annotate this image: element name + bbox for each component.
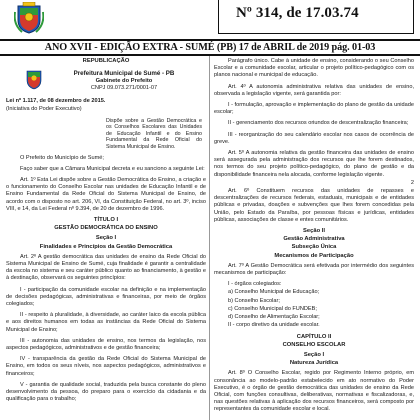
top-rule: [0, 39, 420, 41]
mechanism-a: a) Conselho Municipal de Educação;: [228, 289, 320, 296]
article-4-item-3: III - reorganização do seu calendário escolar nos casos de ocorrência de greve.: [214, 131, 414, 145]
edition-line: ANO XVII - EDIÇÃO EXTRA - SUMÉ (PB) 17 de ABRIL de 2019 pág. 01-03: [44, 42, 376, 53]
section-2-label: Seção II: [303, 228, 325, 235]
issue-number: Nº 314, de 17.03.74: [236, 5, 359, 21]
article-4-item-1: I - formulação, aprovação e implementação do plano de gestão da unidade escolar;: [214, 102, 414, 116]
article-6: Art. 6º Constituem recursos das unidades de repasses e descentralizações de recursos federais, estaduais, municipais e de entidades públicas e privadas, doações e subvenções que lhes forem concedidas pela União, pelo Estado da Paraíba, por pessoas físicas e jurídicas, entidades públicas, associações de classe e entes comunitários.: [214, 188, 414, 223]
chapter-2-name: CONSELHO ESCOLAR: [282, 341, 346, 348]
article-7: Art. 7º A Gestão Democrática será efetivada por intermédio dos seguintes mecanismos de participação:: [214, 262, 414, 277]
article-2-item-5: V - garantia de qualidade social, traduzida pela busca constante do pleno desenvolvimento da pessoa, do preparo para o exercício da cidadania e da qualificação para o trabalho;: [6, 381, 206, 403]
mechanism-d: d) Conselho de Alimentação Escolar;: [228, 314, 320, 321]
section-i-label: Seção I: [303, 351, 325, 358]
section-1-name: Finalidades e Princípios da Gestão Democrática: [39, 243, 173, 250]
masthead: [0, 0, 420, 40]
subsection-label: Subseção Única: [291, 244, 337, 251]
column-divider: [209, 56, 210, 420]
left-column: [6, 58, 206, 407]
municipal-crest-icon: [14, 2, 44, 34]
mechanism-c: c) Conselho Municipal do FUNDEB;: [228, 305, 317, 312]
page-number: 2: [410, 179, 414, 186]
prefeitura-name: Prefeitura Municipal de Sumé - PB: [73, 70, 175, 78]
section-1-label: Seção I: [95, 235, 117, 242]
mayor-line: O Prefeito do Município de Sumé;: [20, 154, 104, 161]
article-2-item-4: IV - transparência da gestão da Rede Oficial do Sistema Municipal de Ensino, em todos os seus níveis, nos aspectos pedagógicos, administrativos e financeiros;: [6, 356, 206, 377]
law-initiative: (Iniciativa do Poder Executivo): [6, 106, 82, 113]
section-2-name: Gestão Administrativa: [283, 236, 345, 243]
prefeitura-header: [6, 68, 206, 94]
article-2-item-3: III - autonomia das unidades de ensino, nos termos da legislação, nos aspectos pedagógicos, administrativos e de gestão financeira;: [6, 337, 206, 352]
article-1: Art. 1º Esta Lei dispõe sobre a Gestão Democrática do Ensino, a criação e o funcionamento do Conselho Escolar nas unidades de Educação Infantil e de Ensino Fundamental da Rede Oficial do Sistema Municipal de Ensino, de acordo com o disposto no art. 206, VI, da Constituição Federal, no art. 3º, inciso VIII, e 14, da Lei Federal nº 9.394, de 20 de dezembro de 1996.: [6, 176, 206, 212]
mechanism-2: II - corpo diretivo da unidade escolar.: [228, 322, 320, 329]
prefeitura-crest-icon: [24, 68, 44, 90]
cnpj: CNPJ 09.073.271/0001-07: [90, 84, 158, 91]
mechanism-1: I - órgãos colegiados:: [228, 281, 282, 288]
right-column: [214, 58, 414, 418]
article-2-item-1: I - participação da comunidade escolar na definição e na implementação de decisões pedagógicas, administrativas e financeiras, por meio de órgãos colegiados;: [6, 286, 206, 308]
article-2: Art. 2º A gestão democrática das unidades de ensino da Rede Oficial do Sistema Municipal de Ensino de Sumé, cuja finalidade é garantir a centralidade da escola no sistema e seu caráter público quanto ao financiamento, à gestão e à destinação, observará os seguintes princípios:: [6, 253, 206, 282]
title-1-label: TÍTULO I: [93, 217, 119, 223]
law-summary: Dispõe sobre a Gestão Democrática e os Conselhos Escolares das Unidades de Educação Infantil e do Ensino Fundamental da Rede Oficial do Sistema Municipal de Ensino.: [106, 117, 202, 150]
chapter-2-label: CAPÍTULO II: [296, 333, 332, 340]
subsection-name: Mecanismos de Participação: [274, 252, 354, 259]
article-2-item-2: II - respeito à pluralidade, à diversidade, ao caráter laico da escola pública e aos direitos humanos em todas as instâncias da Rede Oficial do Sistema Municipal de Ensino;: [6, 312, 206, 333]
edition-rule: [0, 54, 420, 56]
gabinete-name: Gabinete do Prefeito: [95, 77, 153, 84]
republication-label: REPUBLICAÇÃO: [82, 58, 130, 64]
law-title: Lei nº 1.117, de 08 dezembro de 2015.: [6, 98, 106, 105]
title-1-name: GESTÃO DEMOCRÁTICA DO ENSINO: [54, 225, 158, 232]
enactment-clause: Faço saber que a Câmara Municipal decreta e eu sanciono a seguinte Lei:: [20, 165, 205, 172]
article-8: Art. 8º O Conselho Escolar, regido por Regimento Interno próprio, em consonância ao modelo-padrão estabelecido em ato normativo do Poder Executivo, é o órgão de gestão democrática das unidades de ensino da Rede Oficial, com funções consultivas, deliberativas, normativas e fiscalizadoras, e, nas questões relativas à aplicação dos recursos financeiros, será composto por representantes da comunidade escolar e local.: [214, 370, 414, 413]
section-i-name: Natureza Jurídica: [289, 360, 339, 367]
sole-paragraph: Parágrafo único. Cabe à unidade de ensino, considerando o seu Conselho Escolar e a comunidade escolar, articular o projeto político-pedagógico com os planos nacional e municipal de educação.: [214, 58, 414, 79]
article-4: Art. 4º A autonomia administrativa relativa das unidades de ensino, observada a legislação vigente, será garantida por:: [214, 83, 414, 97]
mechanism-b: b) Conselho Escolar;: [228, 297, 280, 304]
article-5: Art. 5º A autonomia relativa da gestão financeira das unidades de ensino será assegurada pela administração dos recursos que lhe forem destinados, nos termos do seu projeto político-pedagógico, do plano de gestão e da disponibilidade financeira nela alocada, conforme legislação vigente.: [214, 150, 414, 178]
article-4-item-2: II - gerenciamento dos recursos oriundos de descentralização financeira;: [228, 120, 409, 127]
